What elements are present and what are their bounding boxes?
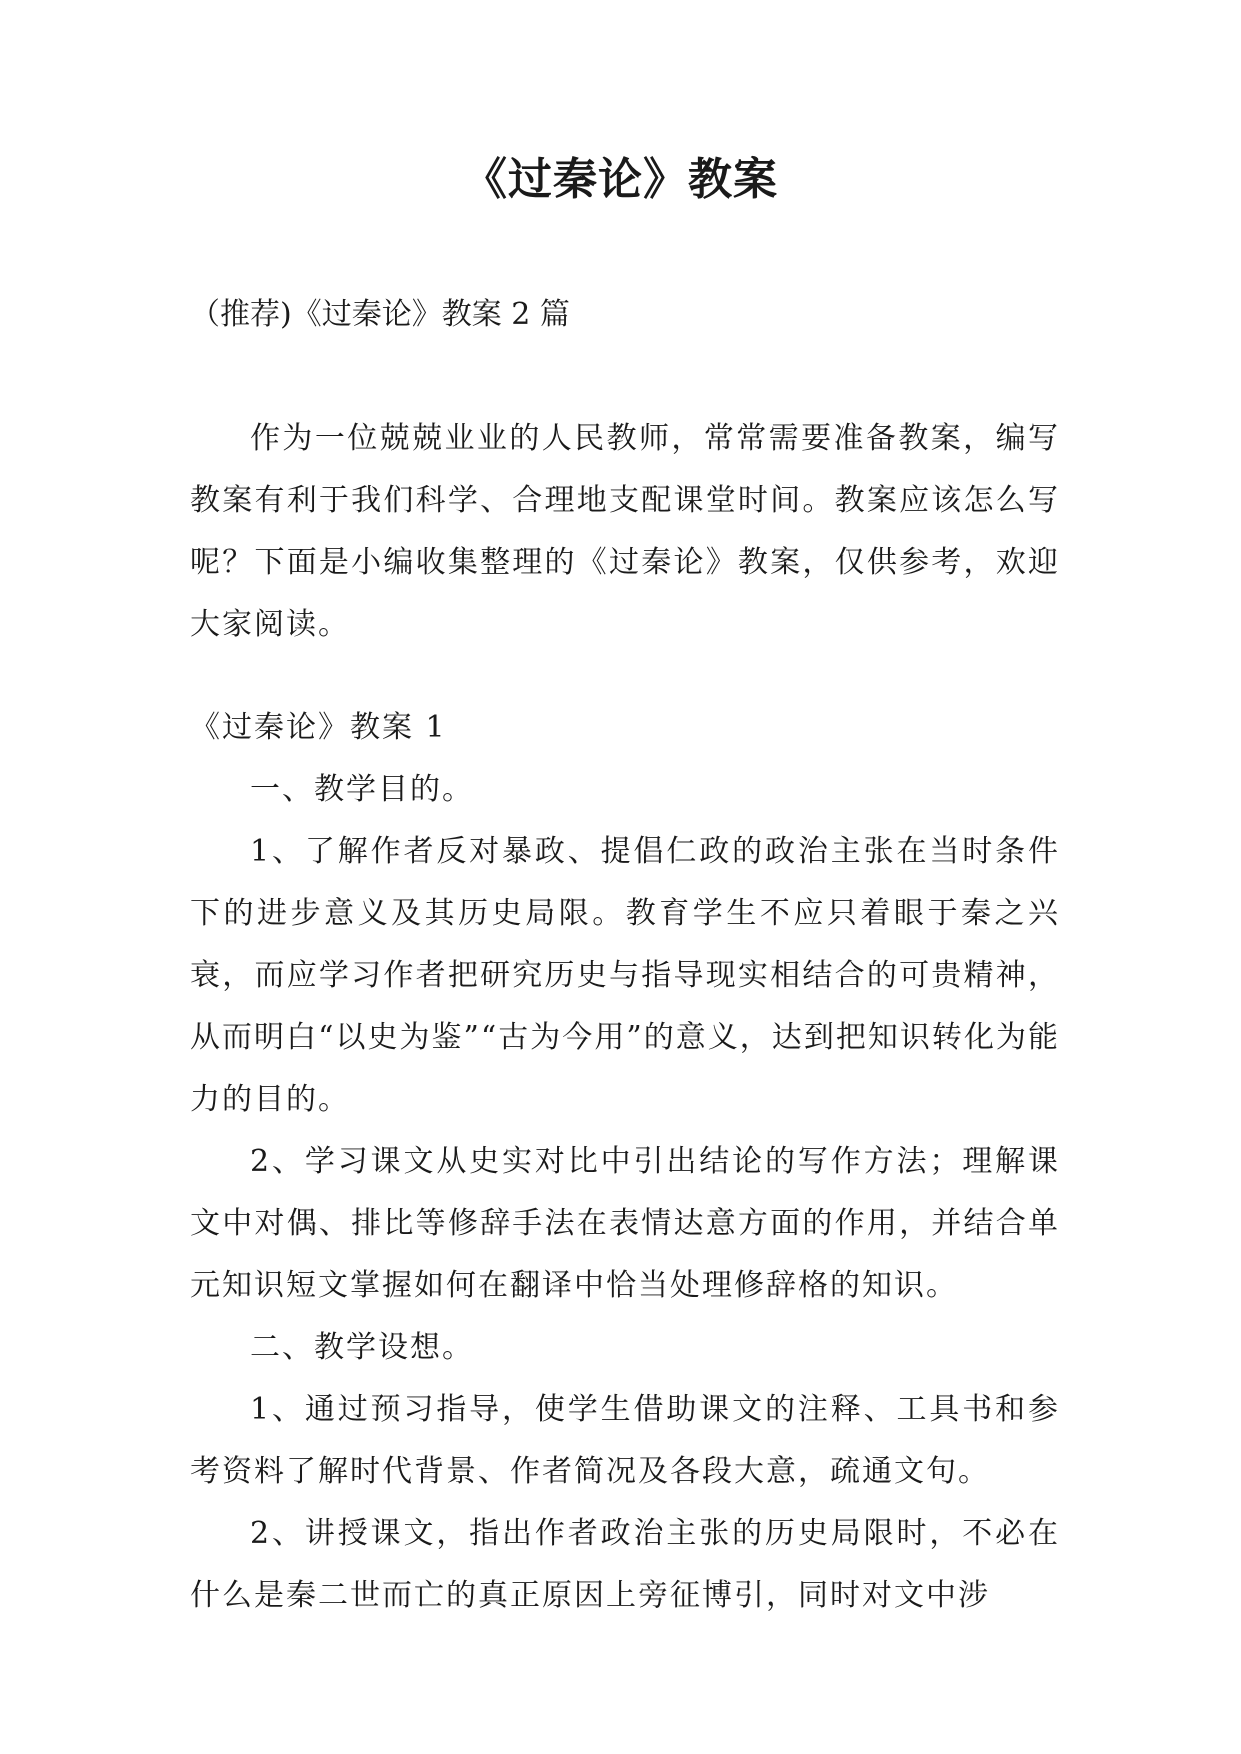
- teaching-idea-item-1: 1、通过预习指导，使学生借助课文的注释、工具书和参考资料了解时代背景、作者简况及各段大意，疏通文句。: [190, 1392, 1060, 1489]
- teaching-goal-heading: 一、教学目的。: [250, 772, 474, 807]
- intro-paragraph: 作为一位兢兢业业的人民教师，常常需要准备教案，编写教案有利于我们科学、合理地支配课堂时间。教案应该怎么写呢？下面是小编收集整理的《过秦论》教案，仅供参考，欢迎大家阅读。: [190, 421, 1060, 642]
- section-heading: 《过秦论》教案 1: [190, 710, 447, 745]
- teaching-idea-item-2: 2、讲授课文，指出作者政治主张的历史局限时，不必在什么是秦二世而亡的真正原因上旁征博引，同时对文中涉: [190, 1516, 1060, 1613]
- teaching-goal-item-1: 1、了解作者反对暴政、提倡仁政的政治主张在当时条件下的进步意义及其历史局限。教育学生不应只着眼于秦之兴衰，而应学习作者把研究历史与指导现实相结合的可贵精神，从而明白“以史为鉴”“古为今用”的意义，达到把知识转化为能力的目的。: [190, 834, 1060, 1117]
- document-subtitle: （推荐)《过秦论》教案 2 篇: [190, 297, 570, 332]
- document-title: 《过秦论》教案: [463, 154, 778, 205]
- teaching-idea-heading: 二、教学设想。: [250, 1330, 474, 1365]
- teaching-goal-item-2: 2、学习课文从史实对比中引出结论的写作方法；理解课文中对偶、排比等修辞手法在表情达意方面的作用，并结合单元知识短文掌握如何在翻译中恰当处理修辞格的知识。: [190, 1144, 1060, 1303]
